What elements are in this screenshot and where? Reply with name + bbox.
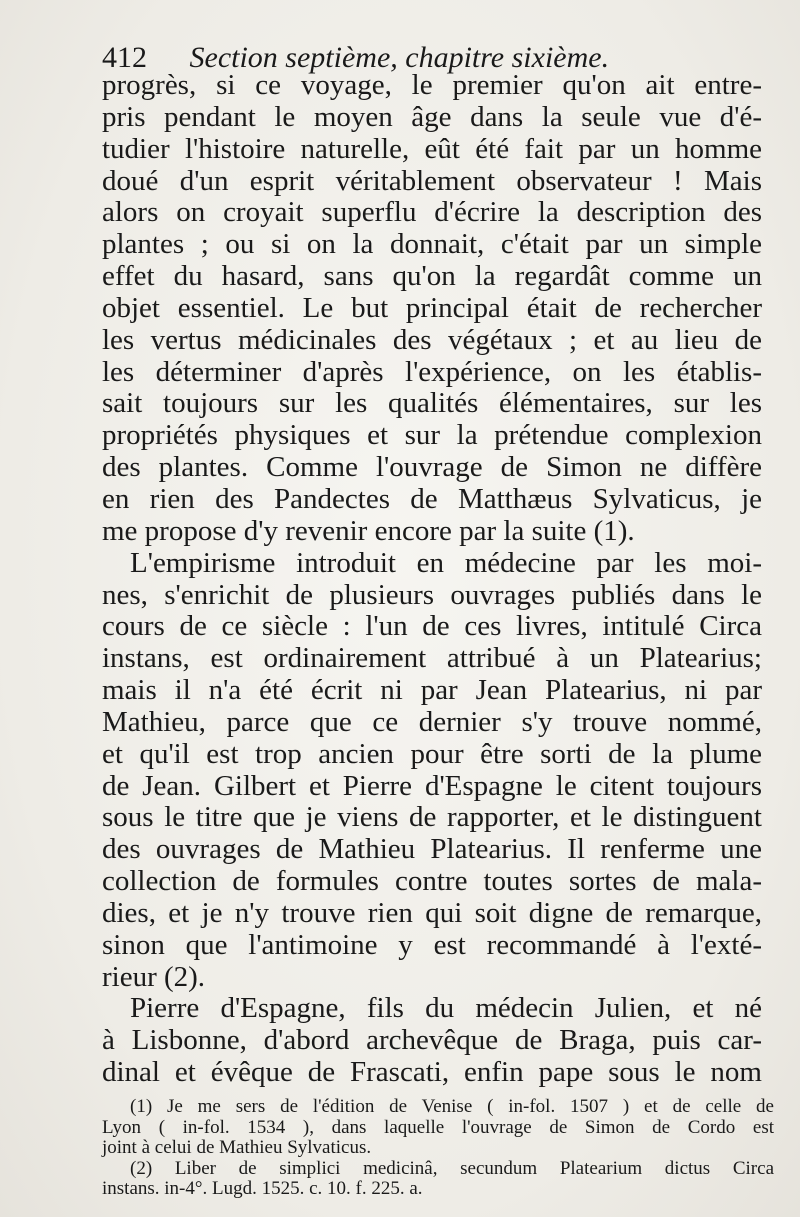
- text-line: sous le titre que je viens de rapporter, et le distinguent: [102, 801, 762, 834]
- text-line: sait toujours sur les qualités élémentaires, sur les: [102, 387, 762, 420]
- text-line: propriétés physiques et sur la prétendue complexion: [102, 419, 762, 452]
- running-title: Section septième, chapitre sixième.: [189, 41, 610, 74]
- footnote-line: (1) Je me sers de l'édition de Venise ( in-fol. 1507 ) et de celle de: [130, 1096, 774, 1117]
- text-line: Mathieu, parce que ce dernier s'y trouve nommé,: [102, 705, 762, 738]
- text-line: progrès, si ce voyage, le premier qu'on ait entre-: [102, 69, 762, 101]
- footnotes: [102, 1097, 774, 1200]
- text-line: effet du hasard, sans qu'on la regardât comme un: [102, 260, 762, 293]
- page-number: 412: [102, 41, 147, 74]
- text-line: sinon que l'antimoine y est recommandé à l'exté-: [102, 928, 762, 961]
- text-line: à Lisbonne, d'abord archevêque de Braga, puis car-: [102, 1024, 762, 1057]
- text-line: de Jean. Gilbert et Pierre d'Espagne le citent toujours: [102, 769, 762, 802]
- text-line: dinal et évêque de Frascati, enfin pape sous le nom: [102, 1056, 762, 1089]
- text-line: des ouvrages de Mathieu Platearius. Il renferme une: [102, 833, 762, 866]
- text-line: plantes ; ou si on la donnait, c'était par un simple: [102, 228, 762, 261]
- text-line: alors on croyait superflu d'écrire la description des: [102, 196, 762, 229]
- body-text: [102, 70, 762, 1089]
- text-line: doué d'un esprit véritablement observateur ! Mais: [102, 164, 762, 197]
- footnote-line: instans. in-4°. Lugd. 1525. c. 10. f. 225. a.: [102, 1178, 423, 1199]
- text-line: objet essentiel. Le but principal était de rechercher: [102, 291, 762, 324]
- text-line: et qu'il est trop ancien pour être sorti de la plume: [102, 737, 762, 770]
- text-line: mais il n'a été écrit ni par Jean Platearius, ni par: [102, 674, 762, 707]
- footnote-line: joint à celui de Mathieu Sylvaticus.: [102, 1137, 372, 1158]
- text-line: collection de formules contre toutes sortes de mala-: [102, 865, 762, 898]
- text-line: dies, et je n'y trouve rien qui soit digne de remarque,: [102, 896, 762, 929]
- text-line: pris pendant le moyen âge dans la seule vue d'é-: [102, 100, 762, 133]
- text-line: instans, est ordinairement attribué à un Platearius;: [102, 642, 762, 675]
- text-line: les vertus médicinales des végétaux ; et au lieu de: [102, 323, 762, 356]
- text-line: nes, s'enrichit de plusieurs ouvrages publiés dans le: [102, 578, 762, 611]
- text-line: des plantes. Comme l'ouvrage de Simon ne diffère: [102, 451, 762, 484]
- footnote-line: (2) Liber de simplici medicinâ, secundum Platearium dictus Circa: [130, 1157, 774, 1179]
- text-line: les déterminer d'après l'expérience, on les établis-: [102, 355, 762, 388]
- text-line: rieur (2).: [102, 960, 206, 993]
- text-line: Pierre d'Espagne, fils du médecin Julien, et né: [130, 992, 762, 1025]
- text-line: tudier l'histoire naturelle, eût été fait par un homme: [102, 132, 762, 165]
- text-line: cours de ce siècle : l'un de ces livres, intitulé Circa: [102, 610, 762, 643]
- text-line: me propose d'y revenir encore par la suite (1).: [102, 514, 635, 547]
- footnote-line: Lyon ( in-fol. 1534 ), dans laquelle l'ouvrage de Simon de Cordo est: [102, 1116, 774, 1138]
- text-line: en rien des Pandectes de Matthæus Sylvaticus, je: [102, 482, 762, 515]
- text-line: L'empirisme introduit en médecine par les moi-: [130, 546, 762, 579]
